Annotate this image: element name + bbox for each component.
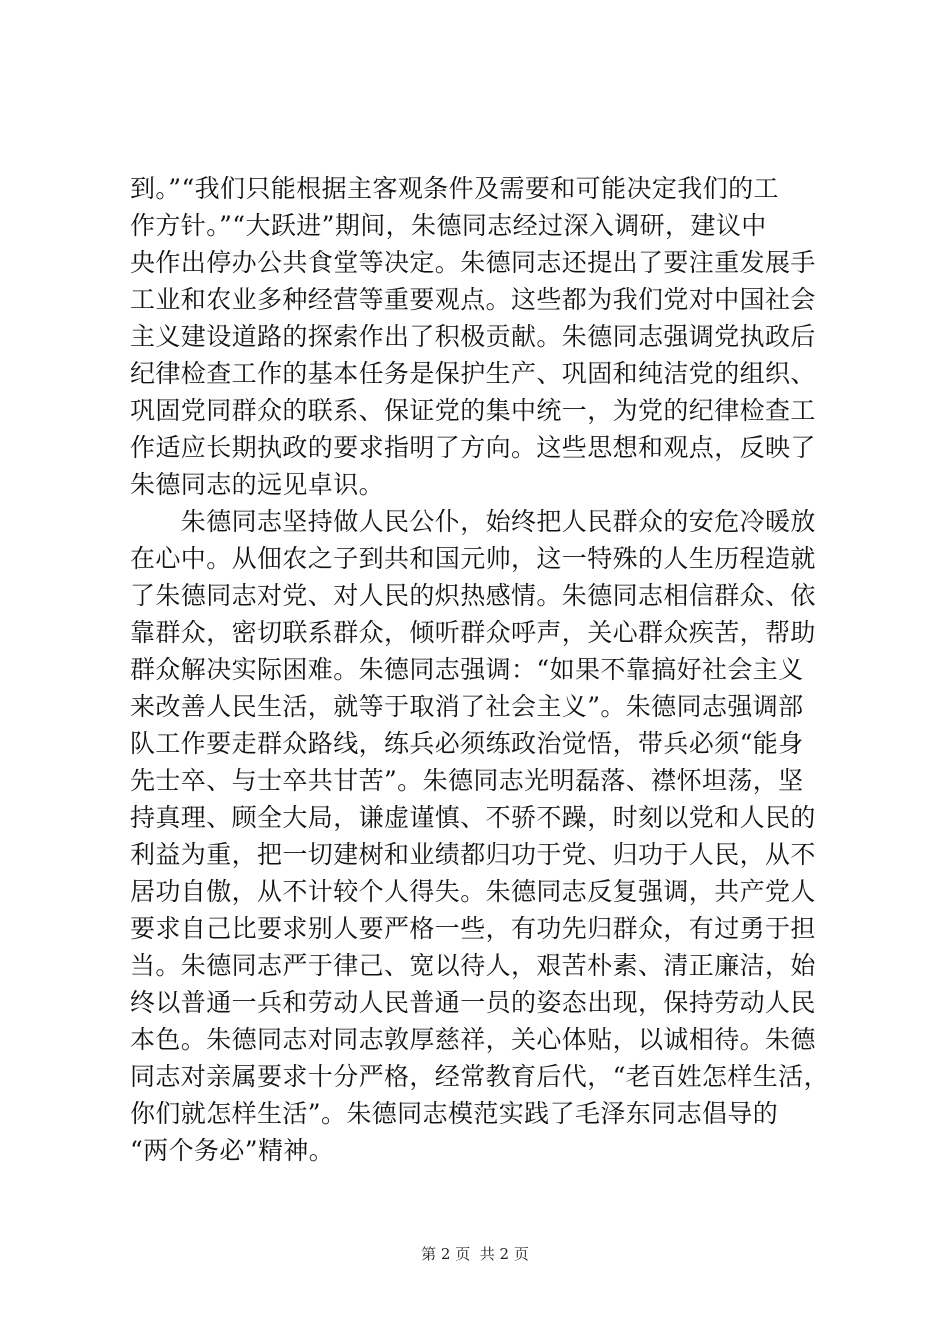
text-line: 靠群众，密切联系群众，倾听群众呼声，关心群众疾苦，帮助: [130, 618, 816, 647]
text-line: 同志对亲属要求十分严格，经常教育后代，“老百姓怎样生活，: [130, 1062, 829, 1091]
text-line: 巩固党同群众的联系、保证党的集中统一，为党的纪律检查工: [130, 396, 816, 425]
text-line: 当。朱德同志严于律己、宽以待人，艰苦朴素、清正廉洁，始: [130, 951, 816, 980]
text-line: “两个务必”精神。: [130, 1136, 335, 1165]
text-line: 朱德同志的远见卓识。: [130, 470, 385, 499]
text-line: 来改善人民生活，就等于取消了社会主义”。朱德同志强调部: [130, 692, 804, 721]
page-number-label: 第 2 页 共 2 页: [421, 1245, 529, 1263]
body-text: [130, 170, 830, 1169]
text-line: 居功自傲，从不计较个人得失。朱德同志反复强调，共产党人: [130, 877, 816, 906]
text-line: 在心中。从佃农之子到共和国元帅，这一特殊的人生历程造就: [130, 544, 816, 573]
text-line: 先士卒、与士卒共甘苦”。朱德同志光明磊落、襟怀坦荡，坚: [130, 766, 804, 795]
text-line: 终以普通一兵和劳动人民普通一员的姿态出现，保持劳动人民: [130, 988, 816, 1017]
text-line: 纪律检查工作的基本任务是保护生产、巩固和纯洁党的组织、: [130, 359, 816, 388]
text-line: 队工作要走群众路线，练兵必须练政治觉悟，带兵必须“能身: [130, 729, 804, 758]
text-line: 本色。朱德同志对同志敦厚慈祥，关心体贴，以诚相待。朱德: [130, 1025, 816, 1054]
text-line: 工业和农业多种经营等重要观点。这些都为我们党对中国社会: [130, 285, 816, 314]
text-line: 作方针。”“大跃进”期间，朱德同志经过深入调研，建议中: [130, 211, 767, 240]
page-footer: [0, 1244, 950, 1264]
text-line: 要求自己比要求别人要严格一些，有功先归群众，有过勇于担: [130, 914, 816, 943]
text-line: 你们就怎样生活”。朱德同志模范实践了毛泽东同志倡导的: [130, 1099, 779, 1128]
text-line: 朱德同志坚持做人民公仆，始终把人民群众的安危冷暖放: [130, 507, 816, 536]
text-line: 了朱德同志对党、对人民的炽热感情。朱德同志相信群众、依: [130, 581, 816, 610]
text-line: 作适应长期执政的要求指明了方向。这些思想和观点，反映了: [130, 433, 816, 462]
text-line: 主义建设道路的探索作出了积极贡献。朱德同志强调党执政后: [130, 322, 816, 351]
text-line: 到。”“我们只能根据主客观条件及需要和可能决定我们的工: [130, 174, 779, 203]
text-line: 央作出停办公共食堂等决定。朱德同志还提出了要注重发展手: [130, 248, 816, 277]
text-line: 利益为重，把一切建树和业绩都归功于党、归功于人民，从不: [130, 840, 816, 869]
text-line: 持真理、顾全大局，谦虚谨慎、不骄不躁，时刻以党和人民的: [130, 803, 816, 832]
text-line: 群众解决实际困难。朱德同志强调：“如果不靠搞好社会主义: [130, 655, 804, 684]
